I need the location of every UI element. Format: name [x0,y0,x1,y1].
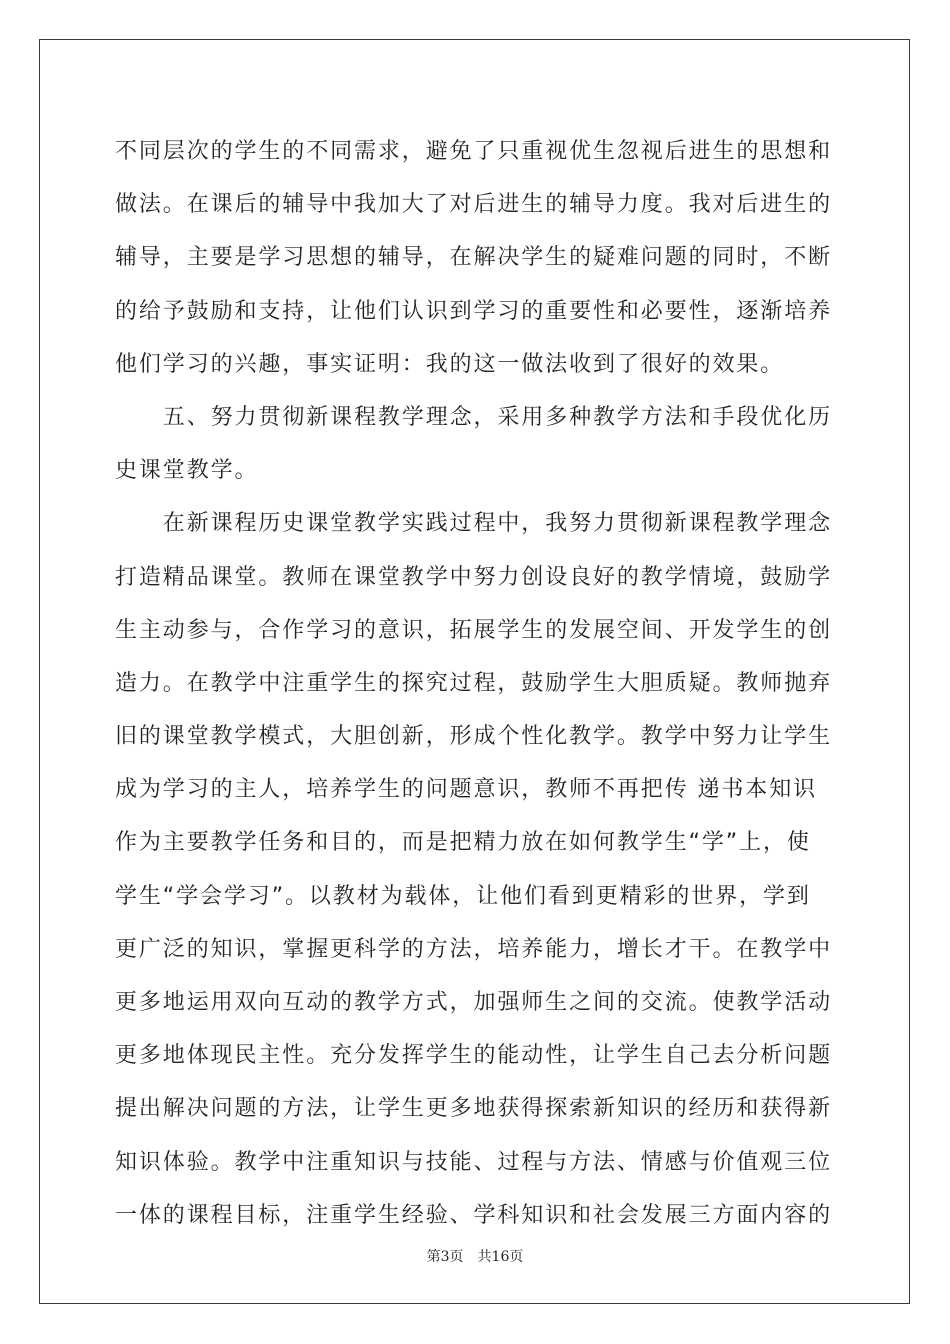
page-footer [0,1246,950,1266]
text-line: 更广泛的知识，掌握更科学的方法，培养能力，增长才干。在教学中 [115,936,833,962]
text-line: 辅导，主要是学习思想的辅导，在解决学生的疑难问题的同时，不断 [115,245,833,271]
text-line: 旧的课堂教学模式，大胆创新，形成个性化教学。教学中努力让学生 [115,724,833,750]
text-line: 做法。在课后的辅导中我加大了对后进生的辅导力度。我对后进生的 [115,192,833,218]
text-line: 一体的课程目标，注重学生经验、学科知识和社会发展三方面内容的 [115,1202,833,1228]
text-line: 学生“学会学习”。以教材为载体，让他们看到更精彩的世界，学到 [115,883,811,909]
text-line: 的给予鼓励和支持，让他们认识到学习的重要性和必要性，逐渐培养 [115,298,833,324]
section-heading-line: 史课堂教学。 [115,458,259,484]
text-line: 造力。在教学中注重学生的探究过程，鼓励学生大胆质疑。教师抛弃 [115,670,833,696]
page-total: 共16页 [477,1249,524,1265]
text-line: 更多地运用双向互动的教学方式，加强师生之间的交流。使教学活动 [115,990,833,1015]
text-line: 提出解决问题的方法，让学生更多地获得探索新知识的经历和获得新 [115,1096,833,1122]
text-line: 他们学习的兴趣，事实证明：我的这一做法收到了很好的效果。 [115,351,785,377]
text-line: 生主动参与，合作学习的意识，拓展学生的发展空间、开发学生的创 [115,617,833,643]
text-line: 更多地体现民主性。充分发挥学生的能动性，让学生自己去分析问题 [115,1043,833,1069]
text-line: 知识体验。教学中注重知识与技能、过程与方法、情感与价值观三位 [115,1149,833,1175]
text-line: 在新课程历史课堂教学实践过程中，我努力贯彻新课程教学理念 [115,511,833,537]
text-line: 不同层次的学生的不同需求，避免了只重视优生忽视后进生的思想和 [115,139,833,164]
section-heading-line: 五、努力贯彻新课程教学理念，采用多种教学方法和手段优化历 [115,404,833,430]
document-body [115,125,835,1242]
text-line: 打造精品课堂。教师在课堂教学中努力创设良好的教学情境，鼓励学 [115,564,833,590]
page-number: 第3页 [426,1249,464,1265]
text-line: 成为学习的主人，培养学生的问题意识，教师不再把传 递书本知识 [115,777,817,803]
text-line: 作为主要教学任务和目的，而是把精力放在如何教学生“学”上，使 [115,830,811,856]
